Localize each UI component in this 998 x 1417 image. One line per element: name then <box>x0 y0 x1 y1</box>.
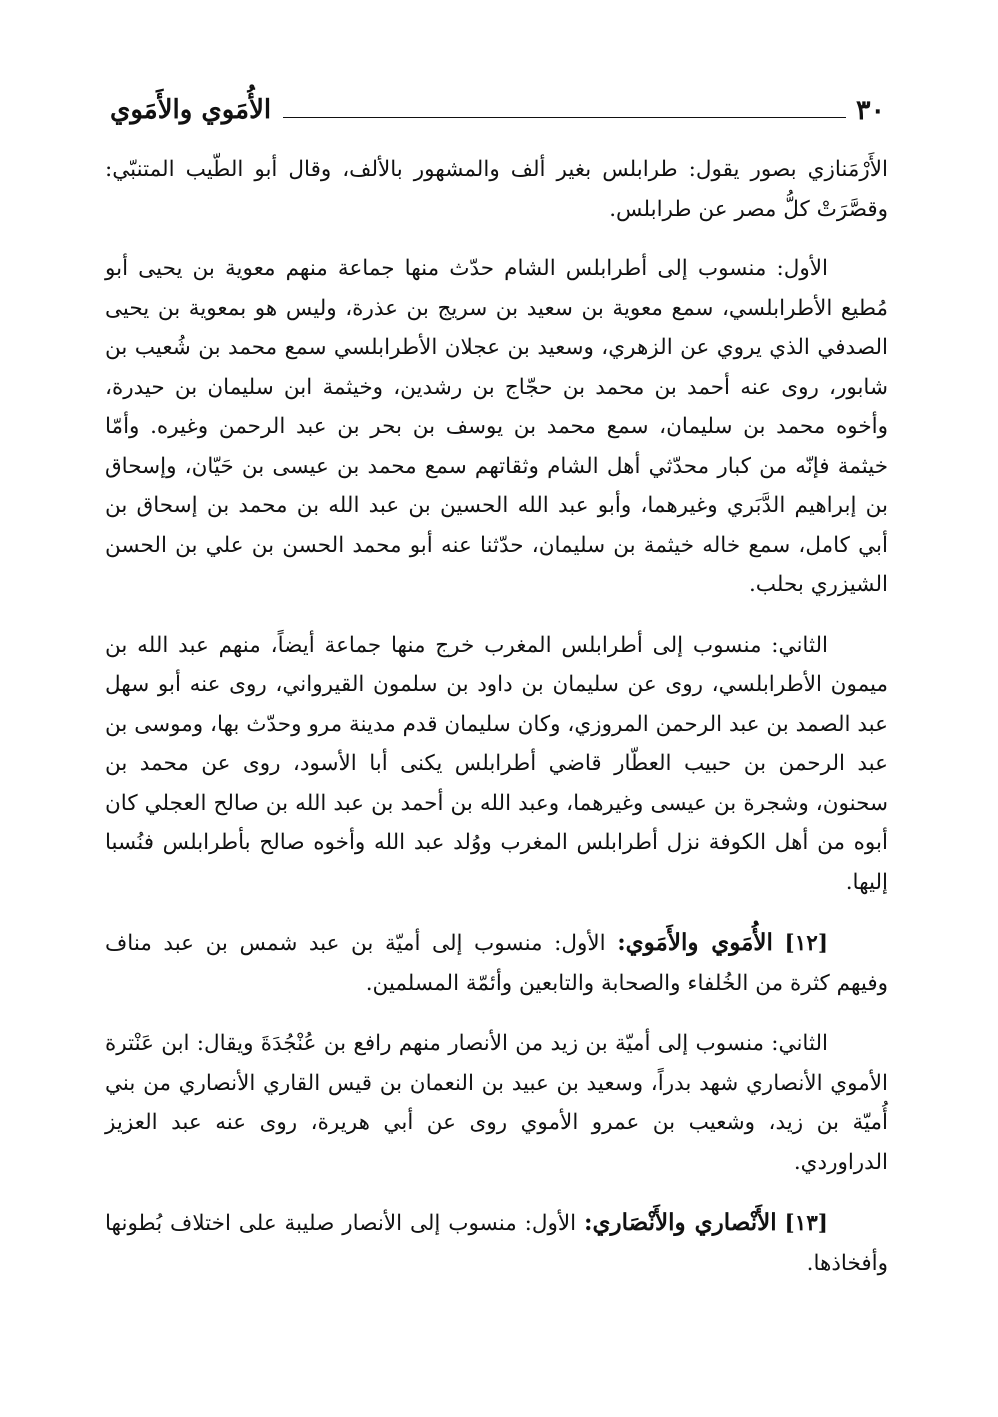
entry-paragraph <box>105 1203 888 1283</box>
entry-paragraph <box>105 923 888 1003</box>
entry-title: الأُمَوي والأَمَوي: <box>617 929 773 956</box>
paragraph-text: الثاني: منسوب إلى أطرابلس المغرب خرج منها جماعة أيضاً، منهم عبد الله بن ميمون الأطرابلسي، روى عن سليمان بن داود بن سلمون القيرواني، روى عنه أبو سهل عبد الصمد بن عبد الرحمن المروزي، وكان سليمان قدم مدينة مرو وحدّث بها، وموسى بن عبد الرحمن بن حبيب العطّار قاضي أطرابلس يكنى أبا الأسود، روى عن محمد بن سحنون، وشجرة بن عيسى وغيرهما، وعبد الله بن أحمد بن عبد الله بن صالح العجلي كان أبوه من أهل الكوفة نزل أطرابلس المغرب ووُلد عبد الله وأخوه صالح بأطرابلس فنُسبا إليها. <box>105 632 888 895</box>
paragraph-text: الأول: منسوب إلى أميّة بن عبد شمس بن عبد مناف وفيهم كثرة من الخُلفاء والصحابة والتابعين وأئمّة المسلمين. <box>105 931 888 996</box>
paragraph-text: الأول: منسوب إلى أطرابلس الشام حدّث منها جماعة منهم معوية بن يحيى أبو مُطيع الأطرابلسي، سمع معوية بن سعيد بن سريج بن عذرة، وليس هو بمعوية بن يحيى الصدفي الذي يروي عن الزهري، وسعيد بن عجلان الأطرابلسي سمع محمد بن شُعيب بن شابور، روى عنه أحمد بن محمد بن حجّاج بن رشدين، وخيثمة ابن سليمان بن حيدرة، وأخوه محمد بن سليمان، سمع محمد بن يوسف بن بحر بن عبد الرحمن وغيره. وأمّا خيثمة فإنّه من كبار محدّثي أهل الشام وثقاتهم سمع محمد بن عيسى بن حَيّان، وإسحاق بن إبراهيم الدَّبَري وغيرهما، وأبو عبد الله الحسين بن عبد الله بن محمد بن إسحاق بن أبي كامل، سمع خاله خيثمة بن سليمان، حدّثنا عنه أبو محمد الحسن بن علي بن الحسن الشيزري بحلب. <box>105 256 888 597</box>
page-number: ٣٠ <box>855 94 885 126</box>
paragraph <box>105 150 888 229</box>
paragraph <box>105 1024 888 1182</box>
paragraph-text: الثاني: منسوب إلى أميّة بن زيد من الأنصار منهم رافع بن عُنْجُدَةَ ويقال: ابن عَنْترة الأموي الأنصاري شهد بدراً، وسعيد بن عبيد بن النعمان بن قيس القاري الأنصاري من بني أُميّة بن زيد، وشعيب بن عمرو الأموي روى عن أبي هريرة، روى عنه عبد العزيز الدراوردي. <box>105 1031 888 1175</box>
entry-number: [١٢] <box>784 931 828 956</box>
body-text <box>105 150 888 1304</box>
paragraph-text: الأول: منسوب إلى الأنصار صليبة على اختلاف بُطونها وأفخاذها. <box>105 1211 888 1276</box>
paragraph <box>105 249 888 605</box>
paragraph-text: الأَرْمَنازي بصور يقول: طرابلس بغير ألف والمشهور بالألف، وقال أبو الطّيب المتنبّي: وقصَّرَتْ كلُّ مصر عن طرابلس. <box>105 157 888 222</box>
running-title: الأُمَوي والأَمَوي <box>110 95 272 125</box>
paragraph <box>105 626 888 903</box>
page-header <box>110 88 885 132</box>
entry-title: الأَنْصاري والأَنْصَاري: <box>584 1209 777 1236</box>
entry-number: [١٣] <box>784 1211 828 1236</box>
header-rule <box>283 117 846 118</box>
